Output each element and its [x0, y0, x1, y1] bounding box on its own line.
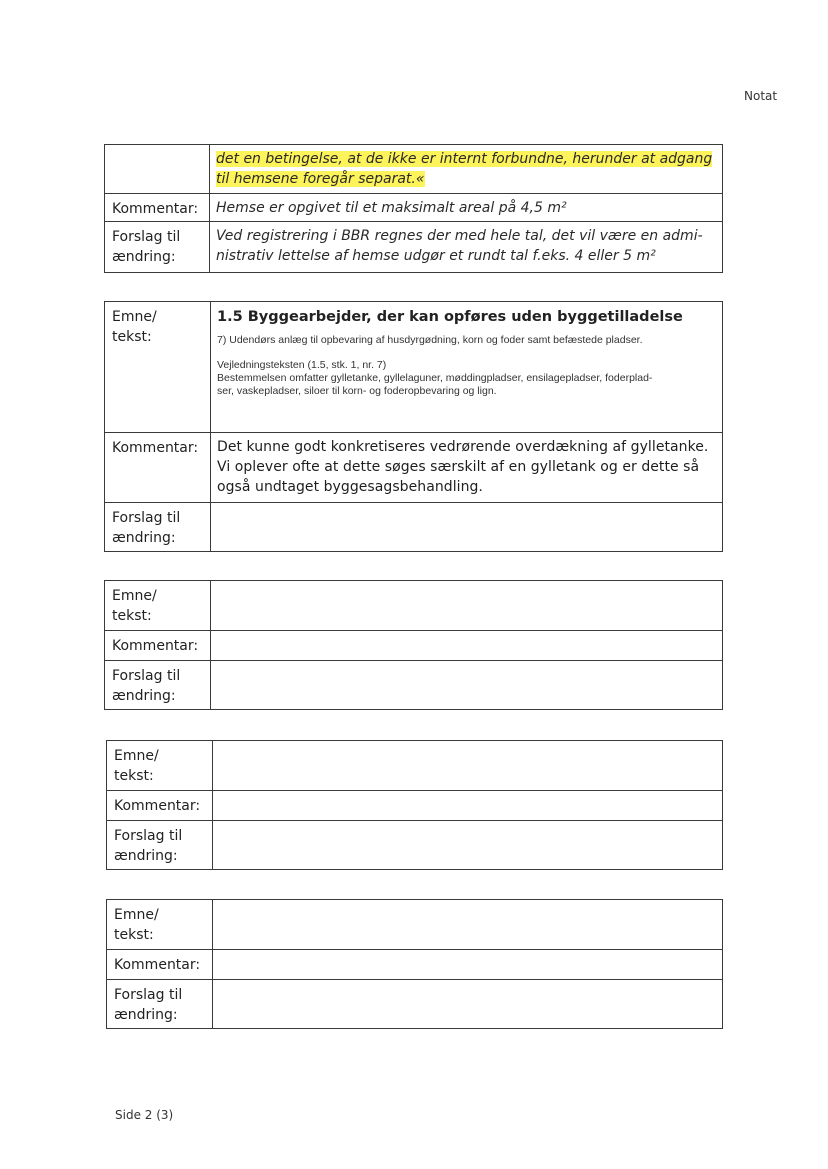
suggestion-label: Forslag til ændring:: [107, 980, 213, 1029]
comment-block-1: [104, 144, 723, 273]
comment-empty-cell: [213, 791, 723, 821]
comment-block-2: [104, 301, 723, 552]
suggestion-label: Forslag til ændring:: [107, 821, 213, 870]
guidance-text: ser, vaskepladser, siloer til korn- og foderopbevaring og lign.: [217, 385, 497, 397]
subject-label: Emne/ tekst:: [105, 581, 211, 631]
section-title: 1.5 Byggearbejder, der kan opføres uden byggetilladelse: [217, 309, 683, 325]
document-type-label: Notat: [744, 89, 778, 103]
comment-label: Kommentar:: [105, 194, 210, 222]
suggestion-label: Forslag til ændring:: [105, 661, 211, 710]
section-item: 7) Udendørs anlæg til opbevaring af husdyrgødning, korn og foder samt befæstede pladser.: [217, 334, 643, 346]
subject-empty-cell: [213, 900, 723, 950]
suggestion-empty-cell: [213, 821, 723, 870]
comment-label: Kommentar:: [105, 433, 211, 503]
guidance-text: Bestemmelsen omfatter gylletanke, gyllelaguner, møddingpladser, ensilagepladser, foderplad-: [217, 372, 653, 384]
subject-label-cell: [105, 145, 210, 194]
suggestion-text: Ved registrering i BBR regnes der med hele tal, det vil være en admi- nistrativ lettelse af hemse udgør et rundt tal f.eks. 4 eller 5 m²: [210, 222, 723, 273]
subject-text: [211, 302, 723, 433]
comment-text: Hemse er opgivet til et maksimalt areal på 4,5 m²: [210, 194, 723, 222]
subject-label: Emne/ tekst:: [107, 900, 213, 950]
comment-block-3: [104, 580, 723, 710]
page-number: Side 2 (3): [115, 1108, 174, 1122]
subject-text-cell: [210, 145, 723, 194]
suggestion-label: Forslag til ændring:: [105, 503, 211, 552]
suggestion-empty-cell: [213, 980, 723, 1029]
subject-empty-cell: [213, 741, 723, 791]
comment-block-5: [106, 899, 723, 1029]
comment-empty-cell: [213, 950, 723, 980]
comment-label: Kommentar:: [107, 950, 213, 980]
comment-label: Kommentar:: [107, 791, 213, 821]
suggestion-empty-cell: [211, 503, 723, 552]
highlighted-quote-line: det en betingelse, at de ikke er internt forbundne, herunder at adgang: [216, 151, 713, 167]
subject-empty-cell: [211, 581, 723, 631]
subject-label: Emne/ tekst:: [105, 302, 211, 433]
subject-label: Emne/ tekst:: [107, 741, 213, 791]
comment-empty-cell: [211, 631, 723, 661]
guidance-heading: Vejledningsteksten (1.5, stk. 1, nr. 7): [217, 359, 387, 371]
comment-label: Kommentar:: [105, 631, 211, 661]
comment-text: Det kunne godt konkretiseres vedrørende overdækning af gylletanke. Vi oplever ofte at dette søges særskilt af en gylletank og er dette så også undtaget byggesagsbehandling.: [211, 433, 723, 503]
comment-block-4: [106, 740, 723, 870]
highlighted-quote-line: til hemsene foregår separat.«: [216, 171, 425, 187]
suggestion-empty-cell: [211, 661, 723, 710]
suggestion-label: Forslag til ændring:: [105, 222, 210, 273]
